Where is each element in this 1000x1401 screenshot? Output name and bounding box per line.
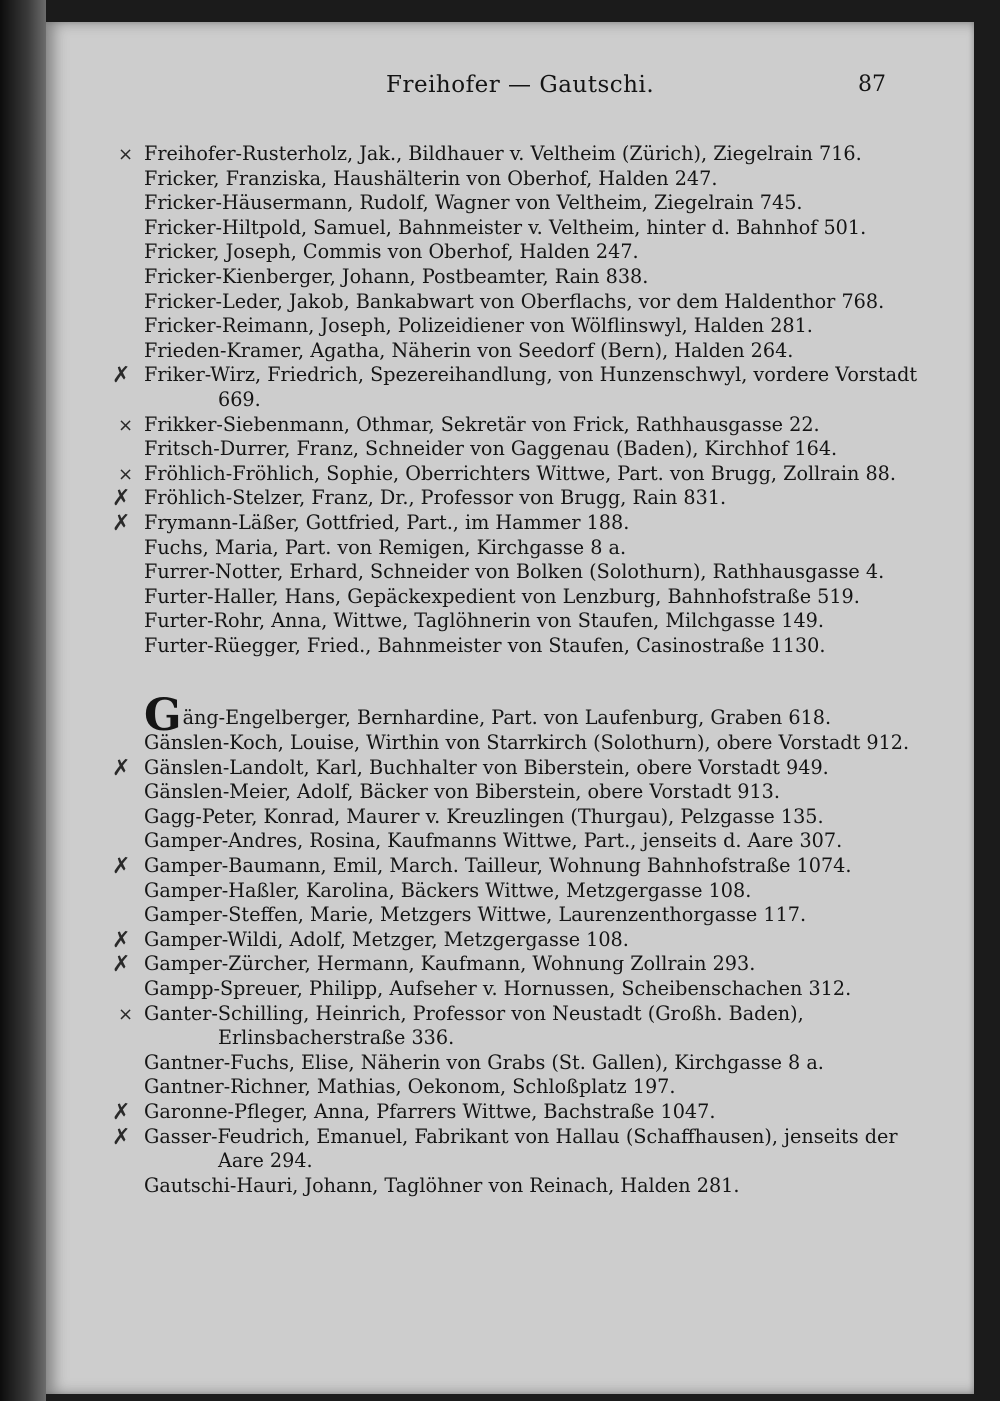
handwritten-mark-icon: ✗ [112,1124,131,1150]
entry-text: Gänslen-Landolt, Karl, Buchhalter von Biberstein, obere Vorstadt 949. [144,755,829,779]
handwritten-mark-icon: ✗ [112,486,131,512]
directory-entry [144,977,923,1002]
entry-text: Fritsch-Durrer, Franz, Schneider von Gaggenau (Baden), Kirchhof 164. [144,437,838,461]
entry-text: Gänslen-Meier, Adolf, Bäcker von Biberstein, obere Vorstadt 913. [144,780,780,804]
entry-text: Gamper-Baumann, Emil, March. Tailleur, Wohnung Bahnhofstraße 1074. [144,854,852,878]
entry-text: Gantner-Richner, Mathias, Oekonom, Schloßplatz 197. [144,1075,676,1099]
directory-entry [144,290,923,315]
entry-text: Gänslen-Koch, Louise, Wirthin von Starrkirch (Solothurn), obere Vorstadt 912. [144,731,910,755]
directory-entry [112,1099,923,1125]
directory-entry [144,634,923,659]
handwritten-mark-icon: ✗ [112,952,131,978]
entry-text: Gantner-Fuchs, Elise, Näherin von Grabs (St. Gallen), Kirchgasse 8 a. [144,1050,824,1074]
handwritten-mark-icon: ✗ [112,510,131,536]
entry-text: Furter-Rohr, Anna, Wittwe, Taglöhnerin von Staufen, Milchgasse 149. [144,609,824,633]
entry-text: Gamper-Zürcher, Hermann, Kaufmann, Wohnung Zollrain 293. [144,952,756,976]
directory-entry [118,142,923,167]
entry-text: Fricker-Leder, Jakob, Bankabwart von Oberflachs, vor dem Haldenthor 768. [144,289,885,313]
entry-text: Gagg-Peter, Konrad, Maurer v. Kreuzlingen (Thurgau), Pelzgasse 135. [144,804,824,828]
directory-entry [144,585,923,610]
entry-text: Frikker-Siebenmann, Othmar, Sekretär von Frick, Rathhausgasse 22. [144,412,820,436]
entry-text: Gamper-Steffen, Marie, Metzgers Wittwe, Laurenzenthorgasse 117. [144,903,807,927]
handwritten-mark-icon: × [118,1003,134,1025]
directory-entry [112,1124,923,1174]
directory-entry [144,216,923,241]
entry-text: Fröhlich-Fröhlich, Sophie, Oberrichters Wittwe, Part. von Brugg, Zollrain 88. [144,461,896,485]
directory-entry [118,1001,923,1051]
directory-entry [144,437,923,462]
directory-entry [144,731,923,756]
entry-text: Ganter-Schilling, Heinrich, Professor von Neustadt (Großh. Baden), Erlinsbacherstraße 336. [144,1001,804,1050]
entry-text: Gamper-Haßler, Karolina, Bäckers Wittwe, Metzgergasse 108. [144,878,752,902]
book-gutter [0,0,46,1401]
directory-entry [144,1075,923,1100]
directory-entry [112,854,923,880]
handwritten-mark-icon: × [118,144,134,165]
entry-text: Furter-Rüegger, Fried., Bahnmeister von Staufen, Casinostraße 1130. [144,633,826,657]
entry-text: Gasser-Feudrich, Emanuel, Fabrikant von Hallau (Schaffhausen), jenseits der Aare 294. [144,1124,898,1173]
directory-entry [112,755,923,781]
section-gap [46,658,974,704]
entry-text: Fricker, Joseph, Commis von Oberhof, Halden 247. [144,240,639,264]
page-header [386,72,946,112]
directory-entries [46,142,974,1198]
directory-entry [144,805,923,830]
directory-entry [144,690,923,742]
directory-entry [112,510,923,536]
directory-entry [144,1174,923,1199]
directory-entry [144,240,923,265]
handwritten-mark-icon: ✗ [112,363,131,389]
entry-text: Fricker-Häusermann, Rudolf, Wagner von Veltheim, Ziegelrain 745. [144,191,803,215]
directory-entry [144,609,923,634]
directory-entry [144,829,923,854]
entry-text: Garonne-Pfleger, Anna, Pfarrers Wittwe, Bachstraße 1047. [144,1099,716,1123]
entry-text: Fröhlich-Stelzer, Franz, Dr., Professor von Brugg, Rain 831. [144,486,727,510]
handwritten-mark-icon: ✗ [112,854,131,880]
entries-f-section [46,142,974,658]
page-number: 87 [858,72,886,97]
entry-text: Furrer-Notter, Erhard, Schneider von Bolken (Solothurn), Rathhausgasse 4. [144,560,885,584]
directory-entry [144,265,923,290]
entry-text: Gamper-Wildi, Adolf, Metzger, Metzgergasse 108. [144,927,629,951]
entry-text: Fricker-Reimann, Joseph, Polizeidiener von Wölflinswyl, Halden 281. [144,314,813,338]
directory-entry [112,927,923,953]
directory-entry [112,952,923,978]
directory-entry [144,167,923,192]
handwritten-mark-icon: ✗ [112,927,131,953]
directory-entry [144,560,923,585]
directory-entry [144,314,923,339]
directory-entry [144,536,923,561]
directory-entry [144,903,923,928]
entry-text: Frymann-Läßer, Gottfried, Part., im Hammer 188. [144,510,630,534]
directory-entry [144,339,923,364]
entry-text: Fricker, Franziska, Haushälterin von Oberhof, Halden 247. [144,166,718,190]
directory-entry [112,486,923,512]
directory-entry [144,191,923,216]
handwritten-mark-icon: × [118,463,134,485]
directory-page [46,22,974,1394]
directory-entry [144,780,923,805]
entry-text: Fuchs, Maria, Part. von Remigen, Kirchgasse 8 a. [144,535,627,559]
directory-entry [118,461,923,487]
entry-text: Furter-Haller, Hans, Gepäckexpedient von Lenzburg, Bahnhofstraße 519. [144,584,860,608]
directory-entry [144,1051,923,1076]
entry-text: Friker-Wirz, Friedrich, Spezereihandlung, von Hunzenschwyl, vordere Vorstadt 669. [144,363,918,411]
entries-g-section [46,690,974,1198]
running-head: Freihofer — Gautschi. [386,72,655,98]
entry-text: Gamper-Andres, Rosina, Kaufmanns Wittwe, Part., jenseits d. Aare 307. [144,829,843,853]
entry-text: Freihofer-Rusterholz, Jak., Bildhauer v. Veltheim (Zürich), Ziegelrain 716. [144,142,862,165]
directory-entry [118,412,923,438]
handwritten-mark-icon: × [118,414,134,436]
handwritten-mark-icon: ✗ [112,1099,131,1125]
handwritten-mark-icon: ✗ [112,755,131,781]
directory-entry [112,363,923,412]
entry-text: Frieden-Kramer, Agatha, Näherin von Seedorf (Bern), Halden 264. [144,338,794,362]
entry-text: äng-Engelberger, Bernhardine, Part. von Laufenburg, Graben 618. [182,706,832,730]
entry-text: Fricker-Kienberger, Johann, Postbeamter, Rain 838. [144,264,649,288]
section-initial: G [144,690,182,742]
entry-text: Fricker-Hiltpold, Samuel, Bahnmeister v. Veltheim, hinter d. Bahnhof 501. [144,215,867,239]
directory-entry [144,879,923,904]
entry-text: Gampp-Spreuer, Philipp, Aufseher v. Hornussen, Scheibenschachen 312. [144,977,852,1000]
entry-text: Gautschi-Hauri, Johann, Taglöhner von Reinach, Halden 281. [144,1173,740,1197]
